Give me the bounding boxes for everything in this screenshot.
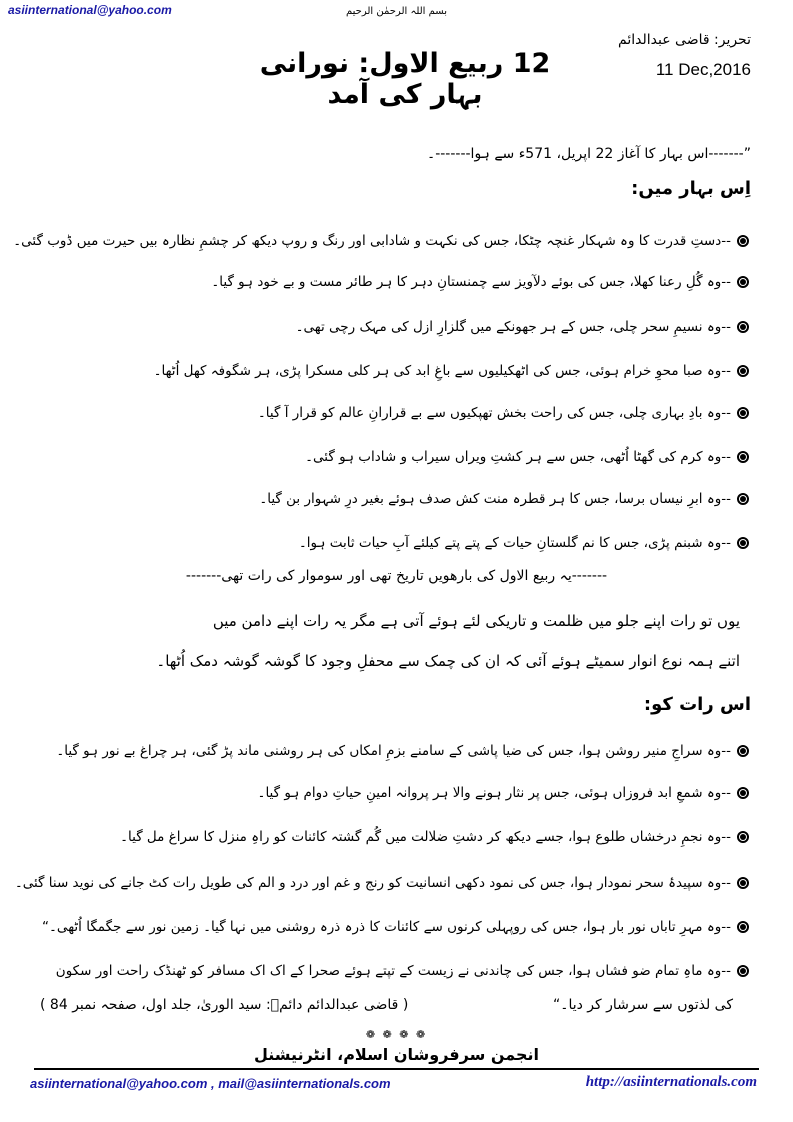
page-title: 12 ربیع الاول: نورانی بہار کی آمد <box>259 48 551 110</box>
list-item: --وہ شمعِ ابد فروزاں ہوئی، جس پر نثار ہونے والا ہر پروانہ امینِ حیاتِ دوام ہو گیا۔ <box>34 782 751 804</box>
paragraph-line: اتنے ہمہ نوع انوار سمیٹے ہوئے آئی کہ ان کی چمک سے محفلِ وجود کا گوشہ گوشہ دمک اُٹھا۔ <box>156 652 740 670</box>
website-link[interactable]: http://asiinternationals.com <box>585 1074 757 1090</box>
flower-icon <box>735 919 751 935</box>
author: تحریر: قاضی عبدالدائم <box>618 32 751 48</box>
list-item: --وہ ماہِ تمام ضو فشاں ہوا، جس کی چاندنی نے زیست کے تپتے ہوئے صحرا کے اک اک مسافر کو ٹھنڈک راحت اور سکون <box>34 960 751 982</box>
flower-icon <box>735 743 751 759</box>
list-item: --وہ نسیمِ سحر چلی، جس کے ہر جھونکے میں گلزارِ ازل کی مہک رچی تھی۔ <box>34 316 751 338</box>
section2-heading: اس رات کو: <box>643 694 751 715</box>
divider <box>34 1068 759 1070</box>
list-item: --وہ گُلِ رعنا کھلا، جس کی بوئے دلآویز سے چمنستانِ دہر کا ہر طائر مست و بے خود ہو گیا۔ <box>34 271 751 293</box>
list-item: --وہ نجمِ درخشاں طلوع ہوا، جسے دیکھ کر دشتِ ضلالت میں گُم گشتہ کائنات کو راہِ منزل کا سراغ مل گیا۔ <box>34 826 751 848</box>
list-item: --وہ بادِ بہاری چلی، جس کی راحت بخش تھپکیوں سے بے قرارانِ عالم کو قرار آ گیا۔ <box>34 402 751 424</box>
list-item: --وہ سپیدۂ سحر نمودار ہوا، جس کی نمود دکھی انسانیت کو رنج و غم اور درد و الم کی طویل رات کٹ جانے کی نوید سنا گئی۔ <box>34 872 751 894</box>
flower-icon <box>735 491 751 507</box>
list-item: --وہ صبا محوِ خرام ہوئی، جس کی اٹھکیلیوں سے باغِ ابد کی ہر کلی مسکرا پڑی، ہر شگوفہ کھل اُٹھا۔ <box>34 360 751 382</box>
flower-icon <box>735 963 751 979</box>
flower-icon <box>735 405 751 421</box>
date: 11 Dec,2016 <box>655 60 751 79</box>
last-line: کی لذتوں سے سرشار کر دیا۔“ <box>553 997 733 1013</box>
list-item: --دستِ قدرت کا وہ شہکار غنچہ چٹکا، جس کی نکہت و شادابی اور رنگ و روپ دیکھ کر چشمِ نظارہ بیں حیرت میں ڈوب گئی۔ <box>34 230 751 252</box>
stars-divider: ❁ ❁ ❁ ❁ <box>365 1028 428 1041</box>
flower-icon <box>735 829 751 845</box>
paragraph-line: یوں تو رات اپنے جلو میں ظلمت و تاریکی لئے ہوئے آتی ہے مگر یہ رات اپنے دامن میں <box>212 612 740 630</box>
top-email: asiinternational@yahoo.com <box>8 3 172 17</box>
list-item: --وہ کرم کی گھٹا اُٹھی، جس سے ہر کشتِ ویراں سیراب و شاداب ہو گئی۔ <box>34 446 751 468</box>
list-item: --وہ ابرِ نیساں برسا، جس کا ہر قطرہ منت کش صدف ہوئے بغیر درِ شہوار بن گیا۔ <box>34 488 751 510</box>
list-item: --وہ مہرِ تاباں نور بار ہوا، جس کی روپہلی کرنوں سے کائنات کا ذرہ ذرہ روشنی میں نہا گیا۔ زمین نور سے جگمگا اُٹھی۔“ <box>34 916 751 938</box>
rabi-line: -------یہ ربیع الاول کی بارھویں تاریخ تھی اور سوموار کی رات تھی------- <box>185 568 608 584</box>
list-item: --وہ شبنم پڑی، جس کا نم گلستانِ حیات کے پتے پتے کیلئے آبِ حیات ثابت ہوا۔ <box>34 532 751 554</box>
flower-icon <box>735 875 751 891</box>
list-item: --وہ سراجِ منیر روشن ہوا، جس کی ضیا پاشی کے سامنے بزمِ امکاں کی ہر روشنی ماند پڑ گئی، ہر چراغ بے نور ہو گیا۔ <box>34 740 751 762</box>
flower-icon <box>735 274 751 290</box>
flower-icon <box>735 363 751 379</box>
flower-icon <box>735 785 751 801</box>
flower-icon <box>735 233 751 249</box>
intro-line: ”-------اس بہار کا آغاز 22 اپریل، 571ء سے ہوا-------۔ <box>426 146 751 162</box>
bismillah: بسم اللہ الرحمٰن الرحیم <box>345 6 447 17</box>
flower-icon <box>735 319 751 335</box>
footer-emails[interactable]: asiinternational@yahoo.com , mail@asiinternationals.com <box>30 1076 391 1091</box>
section1-heading: اِس بہار میں: <box>631 178 751 199</box>
reference: ( قاضی عبدالدائم دائمؔ: سید الوریٰ، جلد اول، صفحہ نمبر 84 ) <box>40 997 409 1013</box>
flower-icon <box>735 535 751 551</box>
flower-icon <box>735 449 751 465</box>
organization-name: انجمن سرفروشان اسلام، انٹرنیشنل <box>253 1045 540 1064</box>
